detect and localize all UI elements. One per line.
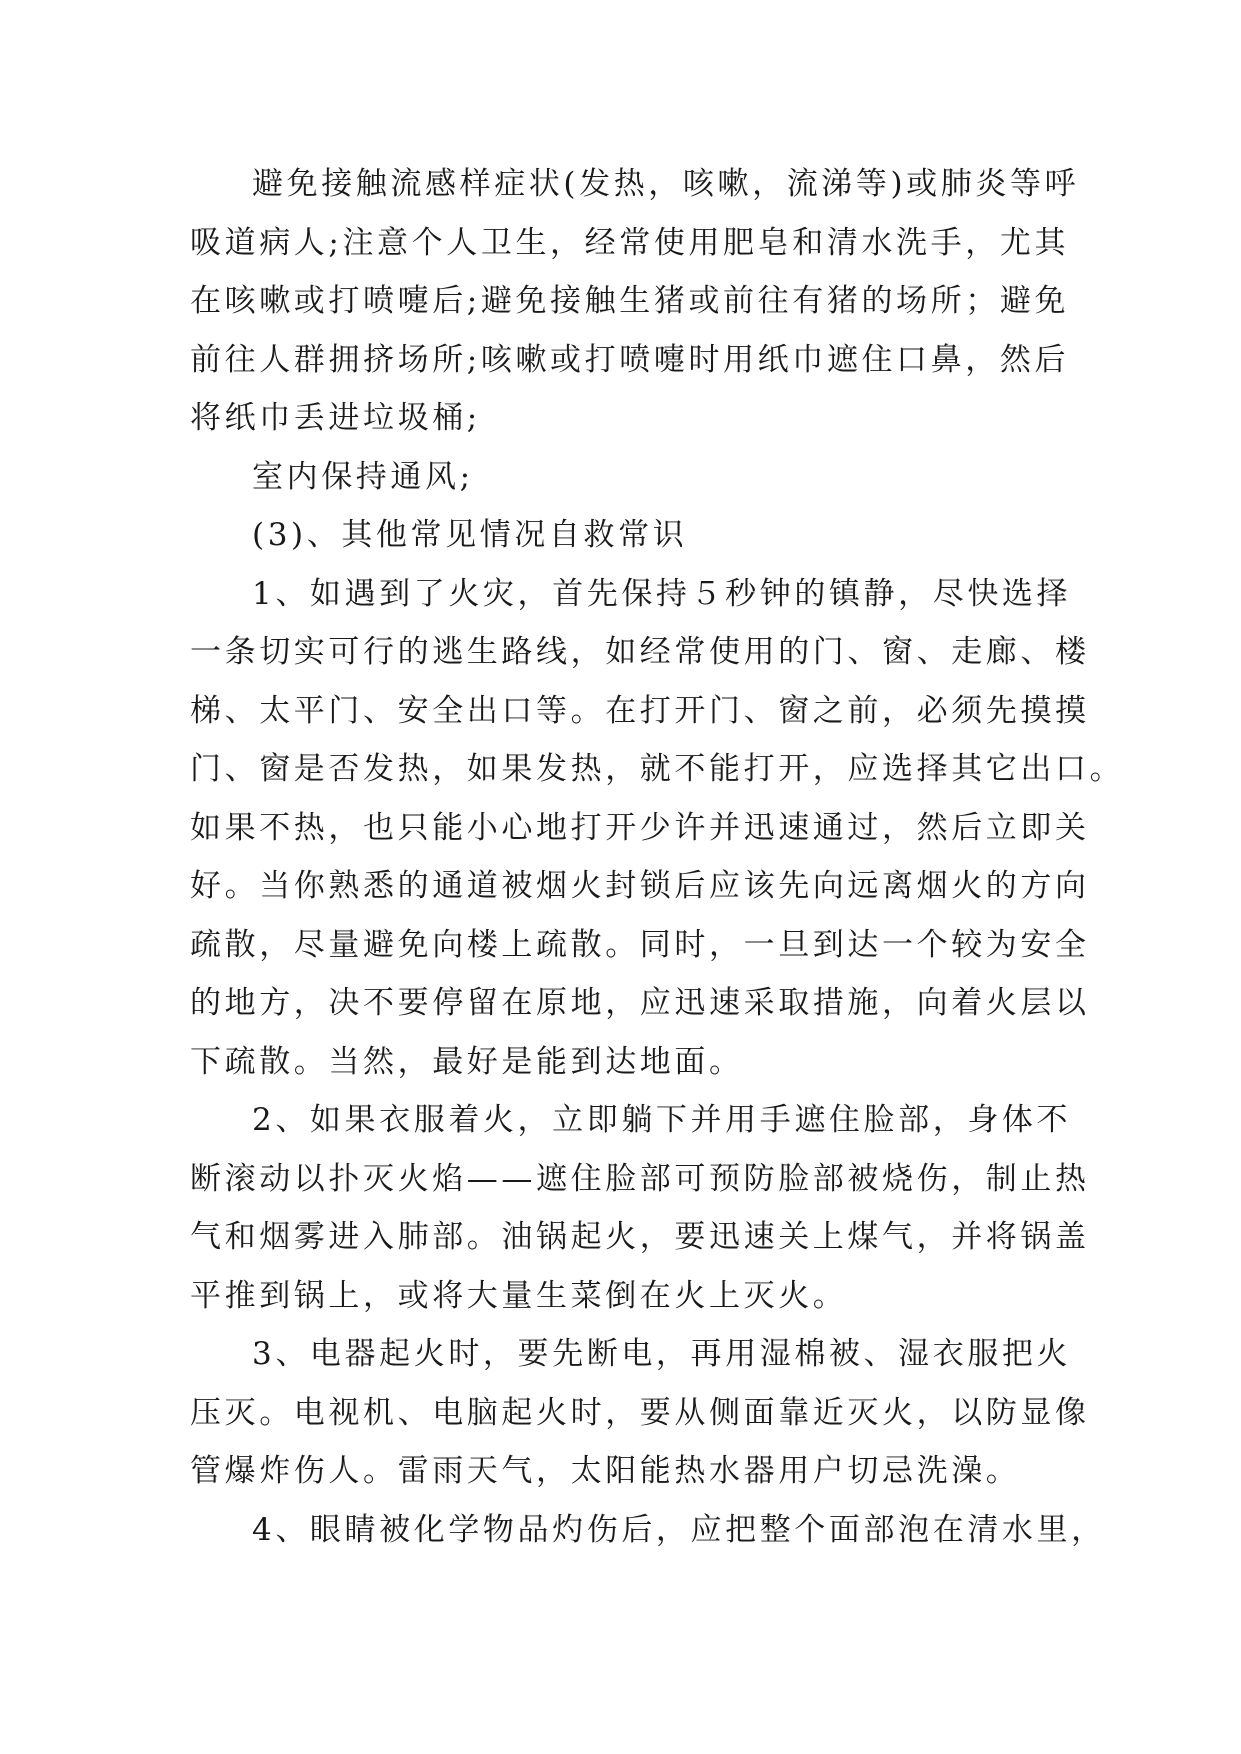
text-line: 门、窗是否发热，如果发热，就不能打开，应选择其它出口。 [190, 751, 1125, 787]
text-line: 3、电器起火时，要先断电，再用湿棉被、湿衣服把火 [252, 1336, 1072, 1372]
text-line: 梯、太平门、安全出口等。在打开门、窗之前，必须先摸摸 [190, 692, 1090, 729]
paragraph [190, 155, 1080, 448]
paragraph [190, 1091, 1090, 1325]
text-line: 2、如果衣服着火，立即躺下并用手遮住脸部，身体不 [252, 1102, 1072, 1138]
text-line: 疏散，尽量避免向楼上疏散。同时，一旦到达一个较为安全 [190, 926, 1090, 963]
paragraph [190, 1325, 1090, 1501]
text-line: 吸道病人;注意个人卫生，经常使用肥皂和清水洗手，尤其 [190, 224, 1070, 261]
document-body [190, 155, 1125, 1559]
text-line: 室内保持通风; [252, 458, 474, 495]
text-line: 断滚动以扑灭火焰——遮住脸部可预防脸部被烧伤，制止热 [190, 1160, 1090, 1197]
text-line: 在咳嗽或打喷嚏后;避免接触生猪或前往有猪的场所；避免 [190, 283, 1070, 319]
text-line: 压灭。电视机、电脑起火时，要从侧面靠近灭火，以防显像 [190, 1394, 1090, 1431]
text-line: 平推到锅上，或将大量生菜倒在火上灭火。 [190, 1277, 848, 1314]
text-line: 4、眼睛被化学物品灼伤后，应把整个面部泡在清水里， [252, 1511, 1106, 1548]
paragraph [190, 506, 1052, 565]
text-line: 下疏散。当然，最好是能到达地面。 [190, 1043, 744, 1080]
text-line: 的地方，决不要停留在原地，应迅速采取措施，向着火层以 [190, 985, 1090, 1021]
text-line: 1、如遇到了火灾，首先保持５秒钟的镇静，尽快选择 [252, 575, 1072, 612]
text-line: 将纸巾丢进垃圾桶; [190, 400, 481, 436]
text-line: 避免接触流感样症状(发热，咳嗽，流涕等)或肺炎等呼 [252, 166, 1080, 202]
text-line: 气和烟雾进入肺部。油锅起火，要迅速关上煤气，并将锅盖 [190, 1219, 1090, 1255]
text-line: 一条切实可行的逃生路线，如经常使用的门、窗、走廊、楼 [190, 634, 1090, 670]
text-line: 前往人群拥挤场所;咳嗽或打喷嚏时用纸巾遮住口鼻，然后 [190, 341, 1070, 378]
text-line: 好。当你熟悉的通道被烟火封锁后应该先向远离烟火的方向 [190, 868, 1090, 904]
paragraph [190, 565, 1125, 1092]
paragraph [190, 1501, 1106, 1560]
text-line: (3)、其他常见情况自救常识 [252, 517, 688, 553]
text-line: 管爆炸伤人。雷雨天气，太阳能热水器用户切忌洗澡。 [190, 1453, 1021, 1489]
paragraph [190, 448, 1052, 507]
text-line: 如果不热，也只能小心地打开少许并迅速通过，然后立即关 [190, 809, 1090, 846]
